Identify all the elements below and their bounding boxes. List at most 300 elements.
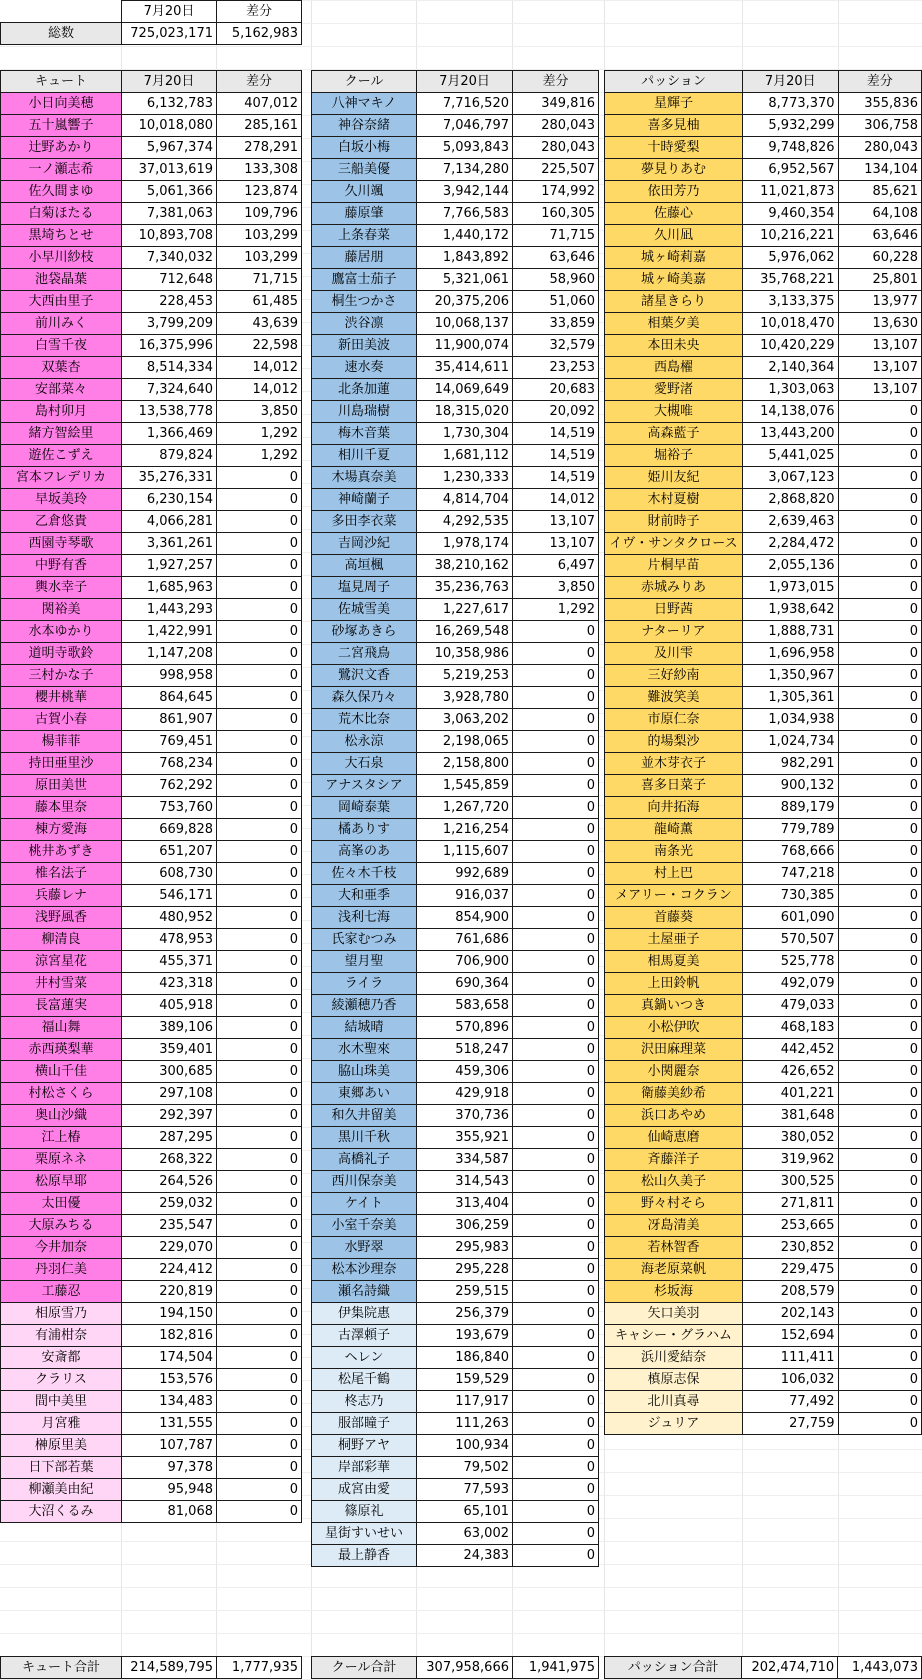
cool-value-cell[interactable]: 459,306: [417, 1061, 513, 1083]
cool-name-cell[interactable]: 水野翠: [312, 1237, 417, 1259]
cool-name-cell[interactable]: 脇山珠美: [312, 1061, 417, 1083]
cool-name-cell[interactable]: 吉岡沙紀: [312, 533, 417, 555]
cool-diff-cell[interactable]: 0: [513, 753, 599, 775]
cool-name-cell[interactable]: 久川颯: [312, 181, 417, 203]
cool-name-cell[interactable]: 服部瞳子: [312, 1413, 417, 1435]
cool-value-cell[interactable]: 295,228: [417, 1259, 513, 1281]
passion-value-cell[interactable]: 889,179: [742, 797, 838, 819]
passion-diff-cell[interactable]: 0: [838, 401, 921, 423]
cute-value-cell[interactable]: 1,685,963: [122, 577, 217, 599]
cute-diff-cell[interactable]: 0: [217, 489, 302, 511]
cute-value-cell[interactable]: 864,645: [122, 687, 217, 709]
passion-value-cell[interactable]: 570,507: [742, 929, 838, 951]
cool-diff-cell[interactable]: 63,646: [513, 247, 599, 269]
cute-diff-cell[interactable]: 0: [217, 841, 302, 863]
cool-value-cell[interactable]: 313,404: [417, 1193, 513, 1215]
cute-value-cell[interactable]: 35,276,331: [122, 467, 217, 489]
cute-diff-cell[interactable]: 0: [217, 467, 302, 489]
passion-name-cell[interactable]: 愛野渚: [605, 379, 743, 401]
cool-name-cell[interactable]: 瀬名詩織: [312, 1281, 417, 1303]
passion-value-cell[interactable]: 2,639,463: [742, 511, 838, 533]
cute-diff-cell[interactable]: 3,850: [217, 401, 302, 423]
passion-value-cell[interactable]: 982,291: [742, 753, 838, 775]
cute-value-cell[interactable]: 6,132,783: [122, 93, 217, 115]
cute-value-cell[interactable]: 292,397: [122, 1105, 217, 1127]
cute-diff-cell[interactable]: 0: [217, 1127, 302, 1149]
cute-name-cell[interactable]: 安斎都: [1, 1347, 122, 1369]
cool-value-cell[interactable]: 1,115,607: [417, 841, 513, 863]
passion-diff-cell[interactable]: 0: [838, 885, 921, 907]
cute-value-cell[interactable]: 10,893,708: [122, 225, 217, 247]
passion-value-cell[interactable]: 2,284,472: [742, 533, 838, 555]
cute-name-cell[interactable]: 兵藤レナ: [1, 885, 122, 907]
passion-diff-cell[interactable]: 25,801: [838, 269, 921, 291]
cute-name-cell[interactable]: 古賀小春: [1, 709, 122, 731]
passion-name-cell[interactable]: 難波笑美: [605, 687, 743, 709]
passion-sum-diff[interactable]: 1,443,073: [838, 1657, 922, 1679]
cute-diff-cell[interactable]: 0: [217, 731, 302, 753]
cute-name-cell[interactable]: 藤本里奈: [1, 797, 122, 819]
cute-value-cell[interactable]: 1,147,208: [122, 643, 217, 665]
cute-value-cell[interactable]: 7,324,640: [122, 379, 217, 401]
cool-diff-cell[interactable]: 0: [513, 1105, 599, 1127]
passion-value-cell[interactable]: 1,350,967: [742, 665, 838, 687]
cute-name-cell[interactable]: 大原みちる: [1, 1215, 122, 1237]
cool-name-cell[interactable]: 水木聖來: [312, 1039, 417, 1061]
cool-name-cell[interactable]: 川島瑞樹: [312, 401, 417, 423]
passion-diff-cell[interactable]: 0: [838, 1215, 921, 1237]
cool-value-cell[interactable]: 1,730,304: [417, 423, 513, 445]
passion-value-cell[interactable]: 601,090: [742, 907, 838, 929]
cute-name-cell[interactable]: 福山舞: [1, 1017, 122, 1039]
passion-value-cell[interactable]: 10,420,229: [742, 335, 838, 357]
cool-name-cell[interactable]: 大石泉: [312, 753, 417, 775]
passion-name-cell[interactable]: 夢見りあむ: [605, 159, 743, 181]
passion-diff-cell[interactable]: 64,108: [838, 203, 921, 225]
cool-diff-cell[interactable]: 0: [513, 1369, 599, 1391]
cool-value-cell[interactable]: 18,315,020: [417, 401, 513, 423]
cute-value-cell[interactable]: 769,451: [122, 731, 217, 753]
passion-name-cell[interactable]: メアリー・コクラン: [605, 885, 743, 907]
passion-name-cell[interactable]: 本田未央: [605, 335, 743, 357]
cute-diff-cell[interactable]: 0: [217, 819, 302, 841]
cool-diff-cell[interactable]: 0: [513, 885, 599, 907]
passion-diff-cell[interactable]: 0: [838, 1237, 921, 1259]
passion-name-cell[interactable]: 赤城みりあ: [605, 577, 743, 599]
cute-diff-cell[interactable]: 0: [217, 621, 302, 643]
cool-value-cell[interactable]: 35,236,763: [417, 577, 513, 599]
cool-value-cell[interactable]: 3,928,780: [417, 687, 513, 709]
cool-value-cell[interactable]: 7,766,583: [417, 203, 513, 225]
cute-diff-cell[interactable]: 0: [217, 1325, 302, 1347]
passion-name-cell[interactable]: 相馬夏美: [605, 951, 743, 973]
passion-diff-cell[interactable]: 13,107: [838, 335, 921, 357]
cute-value-cell[interactable]: 3,799,209: [122, 313, 217, 335]
total-label[interactable]: 総数: [1, 23, 122, 45]
cool-diff-cell[interactable]: 32,579: [513, 335, 599, 357]
cool-value-cell[interactable]: 5,321,061: [417, 269, 513, 291]
cool-sum-value[interactable]: 307,958,666: [417, 1657, 513, 1679]
passion-diff-cell[interactable]: 0: [838, 1061, 921, 1083]
cute-name-cell[interactable]: 楊菲菲: [1, 731, 122, 753]
passion-name-cell[interactable]: 土屋亜子: [605, 929, 743, 951]
passion-value-cell[interactable]: 2,055,136: [742, 555, 838, 577]
cool-value-cell[interactable]: 706,900: [417, 951, 513, 973]
cute-name-cell[interactable]: 大西由里子: [1, 291, 122, 313]
passion-value-cell[interactable]: 77,492: [742, 1391, 838, 1413]
cool-name-cell[interactable]: 速水奏: [312, 357, 417, 379]
cute-diff-cell[interactable]: 0: [217, 1105, 302, 1127]
cute-diff-cell[interactable]: 0: [217, 907, 302, 929]
cute-value-cell[interactable]: 480,952: [122, 907, 217, 929]
cute-diff-cell[interactable]: 0: [217, 1039, 302, 1061]
cute-diff-cell[interactable]: 0: [217, 577, 302, 599]
cute-value-cell[interactable]: 194,150: [122, 1303, 217, 1325]
passion-value-cell[interactable]: 1,303,063: [742, 379, 838, 401]
cool-value-cell[interactable]: 854,900: [417, 907, 513, 929]
cute-value-cell[interactable]: 405,918: [122, 995, 217, 1017]
cute-name-cell[interactable]: 井村雪菜: [1, 973, 122, 995]
cool-value-cell[interactable]: 314,543: [417, 1171, 513, 1193]
passion-diff-cell[interactable]: 0: [838, 1303, 921, 1325]
cool-name-cell[interactable]: 二宮飛鳥: [312, 643, 417, 665]
cute-value-cell[interactable]: 359,401: [122, 1039, 217, 1061]
cute-name-cell[interactable]: 双葉杏: [1, 357, 122, 379]
cute-name-cell[interactable]: 黒埼ちとせ: [1, 225, 122, 247]
cute-value-cell[interactable]: 95,948: [122, 1479, 217, 1501]
cute-diff-cell[interactable]: 0: [217, 775, 302, 797]
cute-diff-cell[interactable]: 0: [217, 1215, 302, 1237]
cool-value-cell[interactable]: 3,063,202: [417, 709, 513, 731]
cute-value-cell[interactable]: 4,066,281: [122, 511, 217, 533]
passion-name-cell[interactable]: 十時愛梨: [605, 137, 743, 159]
cute-value-cell[interactable]: 669,828: [122, 819, 217, 841]
cute-name-cell[interactable]: 白雪千夜: [1, 335, 122, 357]
cute-name-cell[interactable]: 今井加奈: [1, 1237, 122, 1259]
cool-name-cell[interactable]: 松本沙理奈: [312, 1259, 417, 1281]
passion-diff-cell[interactable]: 0: [838, 621, 921, 643]
cool-value-cell[interactable]: 4,292,535: [417, 511, 513, 533]
cool-diff-cell[interactable]: 0: [513, 1501, 599, 1523]
cute-diff-cell[interactable]: 0: [217, 929, 302, 951]
cool-diff-cell[interactable]: 0: [513, 1061, 599, 1083]
passion-name-cell[interactable]: 相葉夕美: [605, 313, 743, 335]
cool-diff-cell[interactable]: 349,816: [513, 93, 599, 115]
passion-name-cell[interactable]: 西島櫂: [605, 357, 743, 379]
passion-name-cell[interactable]: 真鍋いつき: [605, 995, 743, 1017]
cute-diff-cell[interactable]: 61,485: [217, 291, 302, 313]
cute-name-cell[interactable]: 太田優: [1, 1193, 122, 1215]
passion-value-cell[interactable]: 5,976,062: [742, 247, 838, 269]
passion-diff-cell[interactable]: 280,043: [838, 137, 921, 159]
passion-header-group[interactable]: パッション: [605, 71, 743, 93]
cool-diff-cell[interactable]: 0: [513, 1391, 599, 1413]
passion-name-cell[interactable]: 衛藤美紗希: [605, 1083, 743, 1105]
passion-diff-cell[interactable]: 0: [838, 1369, 921, 1391]
cool-sum-diff[interactable]: 1,941,975: [513, 1657, 599, 1679]
cute-value-cell[interactable]: 264,526: [122, 1171, 217, 1193]
passion-name-cell[interactable]: 木村夏樹: [605, 489, 743, 511]
cool-diff-cell[interactable]: 0: [513, 1127, 599, 1149]
cute-diff-cell[interactable]: 0: [217, 1391, 302, 1413]
cool-value-cell[interactable]: 24,383: [417, 1545, 513, 1567]
cool-name-cell[interactable]: 綾瀬穂乃香: [312, 995, 417, 1017]
cute-name-cell[interactable]: 小日向美穂: [1, 93, 122, 115]
cute-name-cell[interactable]: 奥山沙織: [1, 1105, 122, 1127]
cool-diff-cell[interactable]: 0: [513, 621, 599, 643]
cool-diff-cell[interactable]: 20,683: [513, 379, 599, 401]
cute-name-cell[interactable]: 原田美世: [1, 775, 122, 797]
cool-name-cell[interactable]: 新田美波: [312, 335, 417, 357]
cute-diff-cell[interactable]: 0: [217, 643, 302, 665]
cute-value-cell[interactable]: 81,068: [122, 1501, 217, 1523]
cool-name-cell[interactable]: 氏家むつみ: [312, 929, 417, 951]
cute-diff-cell[interactable]: 0: [217, 1435, 302, 1457]
cool-name-cell[interactable]: 高橋礼子: [312, 1149, 417, 1171]
cute-value-cell[interactable]: 7,381,063: [122, 203, 217, 225]
cute-name-cell[interactable]: 横山千佳: [1, 1061, 122, 1083]
cute-diff-cell[interactable]: 0: [217, 1479, 302, 1501]
cool-diff-cell[interactable]: 0: [513, 1193, 599, 1215]
passion-diff-cell[interactable]: 0: [838, 1193, 921, 1215]
passion-diff-cell[interactable]: 0: [838, 445, 921, 467]
passion-name-cell[interactable]: 上田鈴帆: [605, 973, 743, 995]
cool-diff-cell[interactable]: 0: [513, 1171, 599, 1193]
cool-diff-cell[interactable]: 71,715: [513, 225, 599, 247]
cute-value-cell[interactable]: 753,760: [122, 797, 217, 819]
cute-value-cell[interactable]: 10,018,080: [122, 115, 217, 137]
cool-value-cell[interactable]: 38,210,162: [417, 555, 513, 577]
cool-diff-cell[interactable]: 174,992: [513, 181, 599, 203]
cute-header-diff[interactable]: 差分: [217, 71, 302, 93]
cool-diff-cell[interactable]: 225,507: [513, 159, 599, 181]
cool-diff-cell[interactable]: 0: [513, 951, 599, 973]
cool-diff-cell[interactable]: 58,960: [513, 269, 599, 291]
passion-name-cell[interactable]: 姫川友紀: [605, 467, 743, 489]
cute-name-cell[interactable]: 一ノ瀬志希: [1, 159, 122, 181]
cute-diff-cell[interactable]: 0: [217, 533, 302, 555]
cute-diff-cell[interactable]: 123,874: [217, 181, 302, 203]
passion-value-cell[interactable]: 1,973,015: [742, 577, 838, 599]
cute-diff-cell[interactable]: 0: [217, 1083, 302, 1105]
cool-name-cell[interactable]: 橘ありす: [312, 819, 417, 841]
cute-name-cell[interactable]: 柳瀬美由紀: [1, 1479, 122, 1501]
cool-value-cell[interactable]: 111,263: [417, 1413, 513, 1435]
cool-name-cell[interactable]: 岡崎泰葉: [312, 797, 417, 819]
cute-diff-cell[interactable]: 0: [217, 1457, 302, 1479]
passion-name-cell[interactable]: 喜多日菜子: [605, 775, 743, 797]
cute-value-cell[interactable]: 1,366,469: [122, 423, 217, 445]
cute-name-cell[interactable]: 長富蓮実: [1, 995, 122, 1017]
cute-value-cell[interactable]: 478,953: [122, 929, 217, 951]
cute-value-cell[interactable]: 879,824: [122, 445, 217, 467]
cool-diff-cell[interactable]: 0: [513, 907, 599, 929]
cute-value-cell[interactable]: 1,422,991: [122, 621, 217, 643]
cute-sum-diff[interactable]: 1,777,935: [217, 1657, 302, 1679]
cool-name-cell[interactable]: 多田李衣菜: [312, 511, 417, 533]
cool-diff-cell[interactable]: 0: [513, 1435, 599, 1457]
cool-value-cell[interactable]: 65,101: [417, 1501, 513, 1523]
cute-diff-cell[interactable]: 0: [217, 885, 302, 907]
cute-value-cell[interactable]: 287,295: [122, 1127, 217, 1149]
cool-value-cell[interactable]: 518,247: [417, 1039, 513, 1061]
passion-name-cell[interactable]: 市原仁奈: [605, 709, 743, 731]
cute-header-group[interactable]: キュート: [1, 71, 122, 93]
cute-name-cell[interactable]: 関裕美: [1, 599, 122, 621]
cool-diff-cell[interactable]: 3,850: [513, 577, 599, 599]
passion-value-cell[interactable]: 401,221: [742, 1083, 838, 1105]
cute-name-cell[interactable]: 栗原ネネ: [1, 1149, 122, 1171]
cool-value-cell[interactable]: 570,896: [417, 1017, 513, 1039]
passion-name-cell[interactable]: 沢田麻理菜: [605, 1039, 743, 1061]
cute-diff-cell[interactable]: 103,299: [217, 225, 302, 247]
cute-name-cell[interactable]: 江上椿: [1, 1127, 122, 1149]
cool-diff-cell[interactable]: 280,043: [513, 115, 599, 137]
passion-diff-cell[interactable]: 0: [838, 1259, 921, 1281]
passion-value-cell[interactable]: 14,138,076: [742, 401, 838, 423]
passion-diff-cell[interactable]: 0: [838, 1149, 921, 1171]
passion-header-date[interactable]: 7月20日: [742, 71, 838, 93]
cool-diff-cell[interactable]: 14,519: [513, 423, 599, 445]
cool-name-cell[interactable]: ライラ: [312, 973, 417, 995]
cool-value-cell[interactable]: 79,502: [417, 1457, 513, 1479]
passion-diff-cell[interactable]: 0: [838, 1017, 921, 1039]
cool-value-cell[interactable]: 690,364: [417, 973, 513, 995]
cool-value-cell[interactable]: 1,230,333: [417, 467, 513, 489]
cute-name-cell[interactable]: 中野有香: [1, 555, 122, 577]
passion-diff-cell[interactable]: 0: [838, 841, 921, 863]
cool-value-cell[interactable]: 20,375,206: [417, 291, 513, 313]
cute-name-cell[interactable]: 輿水幸子: [1, 577, 122, 599]
cool-diff-cell[interactable]: 0: [513, 643, 599, 665]
cool-diff-cell[interactable]: 14,519: [513, 467, 599, 489]
passion-diff-cell[interactable]: 0: [838, 929, 921, 951]
cool-diff-cell[interactable]: 0: [513, 665, 599, 687]
cute-diff-cell[interactable]: 0: [217, 709, 302, 731]
passion-value-cell[interactable]: 202,143: [742, 1303, 838, 1325]
cool-name-cell[interactable]: 古澤頼子: [312, 1325, 417, 1347]
cute-sum-label[interactable]: キュート合計: [1, 1657, 122, 1679]
cute-value-cell[interactable]: 998,958: [122, 665, 217, 687]
passion-value-cell[interactable]: 1,696,958: [742, 643, 838, 665]
passion-diff-cell[interactable]: 0: [838, 1127, 921, 1149]
cool-name-cell[interactable]: 鷹富士茄子: [312, 269, 417, 291]
passion-diff-cell[interactable]: 0: [838, 599, 921, 621]
cool-value-cell[interactable]: 186,840: [417, 1347, 513, 1369]
passion-name-cell[interactable]: 村上巴: [605, 863, 743, 885]
passion-name-cell[interactable]: 喜多見柚: [605, 115, 743, 137]
cute-diff-cell[interactable]: 103,299: [217, 247, 302, 269]
cool-diff-cell[interactable]: 0: [513, 687, 599, 709]
passion-value-cell[interactable]: 111,411: [742, 1347, 838, 1369]
passion-header-diff[interactable]: 差分: [838, 71, 921, 93]
passion-name-cell[interactable]: 三好紗南: [605, 665, 743, 687]
passion-name-cell[interactable]: 矢口美羽: [605, 1303, 743, 1325]
cool-name-cell[interactable]: 和久井留美: [312, 1105, 417, 1127]
cute-name-cell[interactable]: 遊佐こずえ: [1, 445, 122, 467]
cool-name-cell[interactable]: 西川保奈美: [312, 1171, 417, 1193]
cool-name-cell[interactable]: 成宮由愛: [312, 1479, 417, 1501]
passion-value-cell[interactable]: 1,034,938: [742, 709, 838, 731]
passion-name-cell[interactable]: 城ヶ崎美嘉: [605, 269, 743, 291]
passion-name-cell[interactable]: 諸星きらり: [605, 291, 743, 313]
passion-name-cell[interactable]: 冴島清美: [605, 1215, 743, 1237]
cool-value-cell[interactable]: 1,843,892: [417, 247, 513, 269]
passion-diff-cell[interactable]: 0: [838, 533, 921, 555]
cool-name-cell[interactable]: 荒木比奈: [312, 709, 417, 731]
cute-value-cell[interactable]: 546,171: [122, 885, 217, 907]
cute-name-cell[interactable]: 榊原里美: [1, 1435, 122, 1457]
cool-name-cell[interactable]: 白坂小梅: [312, 137, 417, 159]
passion-diff-cell[interactable]: 0: [838, 995, 921, 1017]
cute-name-cell[interactable]: 村松さくら: [1, 1083, 122, 1105]
cool-diff-cell[interactable]: 23,253: [513, 357, 599, 379]
cool-name-cell[interactable]: 松永涼: [312, 731, 417, 753]
cool-value-cell[interactable]: 2,198,065: [417, 731, 513, 753]
cool-name-cell[interactable]: ヘレン: [312, 1347, 417, 1369]
cool-name-cell[interactable]: 渋谷凛: [312, 313, 417, 335]
cute-name-cell[interactable]: 三村かな子: [1, 665, 122, 687]
cute-value-cell[interactable]: 712,648: [122, 269, 217, 291]
cool-diff-cell[interactable]: 0: [513, 973, 599, 995]
passion-diff-cell[interactable]: 0: [838, 863, 921, 885]
cute-value-cell[interactable]: 1,443,293: [122, 599, 217, 621]
cool-name-cell[interactable]: 篠原礼: [312, 1501, 417, 1523]
passion-diff-cell[interactable]: 0: [838, 555, 921, 577]
passion-value-cell[interactable]: 10,018,470: [742, 313, 838, 335]
passion-name-cell[interactable]: 杉坂海: [605, 1281, 743, 1303]
cool-name-cell[interactable]: 最上静香: [312, 1545, 417, 1567]
cute-value-cell[interactable]: 228,453: [122, 291, 217, 313]
passion-value-cell[interactable]: 1,888,731: [742, 621, 838, 643]
cool-value-cell[interactable]: 4,814,704: [417, 489, 513, 511]
passion-value-cell[interactable]: 35,768,221: [742, 269, 838, 291]
cool-diff-cell[interactable]: 0: [513, 1039, 599, 1061]
cool-diff-cell[interactable]: 0: [513, 995, 599, 1017]
cute-name-cell[interactable]: 五十嵐響子: [1, 115, 122, 137]
passion-diff-cell[interactable]: 0: [838, 753, 921, 775]
cool-value-cell[interactable]: 256,379: [417, 1303, 513, 1325]
cool-name-cell[interactable]: 伊集院惠: [312, 1303, 417, 1325]
cool-name-cell[interactable]: 桐野アヤ: [312, 1435, 417, 1457]
cool-diff-cell[interactable]: 0: [513, 1457, 599, 1479]
passion-value-cell[interactable]: 479,033: [742, 995, 838, 1017]
cool-diff-cell[interactable]: 0: [513, 1479, 599, 1501]
passion-value-cell[interactable]: 2,140,364: [742, 357, 838, 379]
passion-diff-cell[interactable]: 13,977: [838, 291, 921, 313]
cool-diff-cell[interactable]: 14,012: [513, 489, 599, 511]
passion-name-cell[interactable]: 及川雫: [605, 643, 743, 665]
passion-value-cell[interactable]: 106,032: [742, 1369, 838, 1391]
cool-name-cell[interactable]: 小室千奈美: [312, 1215, 417, 1237]
cute-diff-cell[interactable]: 0: [217, 1193, 302, 1215]
cool-diff-cell[interactable]: 0: [513, 731, 599, 753]
cute-name-cell[interactable]: 小早川紗枝: [1, 247, 122, 269]
passion-diff-cell[interactable]: 60,228: [838, 247, 921, 269]
cute-diff-cell[interactable]: 14,012: [217, 357, 302, 379]
passion-diff-cell[interactable]: 63,646: [838, 225, 921, 247]
cute-diff-cell[interactable]: 71,715: [217, 269, 302, 291]
total-diff[interactable]: 5,162,983: [217, 23, 302, 45]
passion-value-cell[interactable]: 1,938,642: [742, 599, 838, 621]
passion-diff-cell[interactable]: 0: [838, 709, 921, 731]
cute-name-cell[interactable]: 工藤忍: [1, 1281, 122, 1303]
cool-value-cell[interactable]: 193,679: [417, 1325, 513, 1347]
cool-value-cell[interactable]: 1,227,617: [417, 599, 513, 621]
cute-value-cell[interactable]: 762,292: [122, 775, 217, 797]
passion-diff-cell[interactable]: 0: [838, 467, 921, 489]
cute-diff-cell[interactable]: 0: [217, 1501, 302, 1523]
